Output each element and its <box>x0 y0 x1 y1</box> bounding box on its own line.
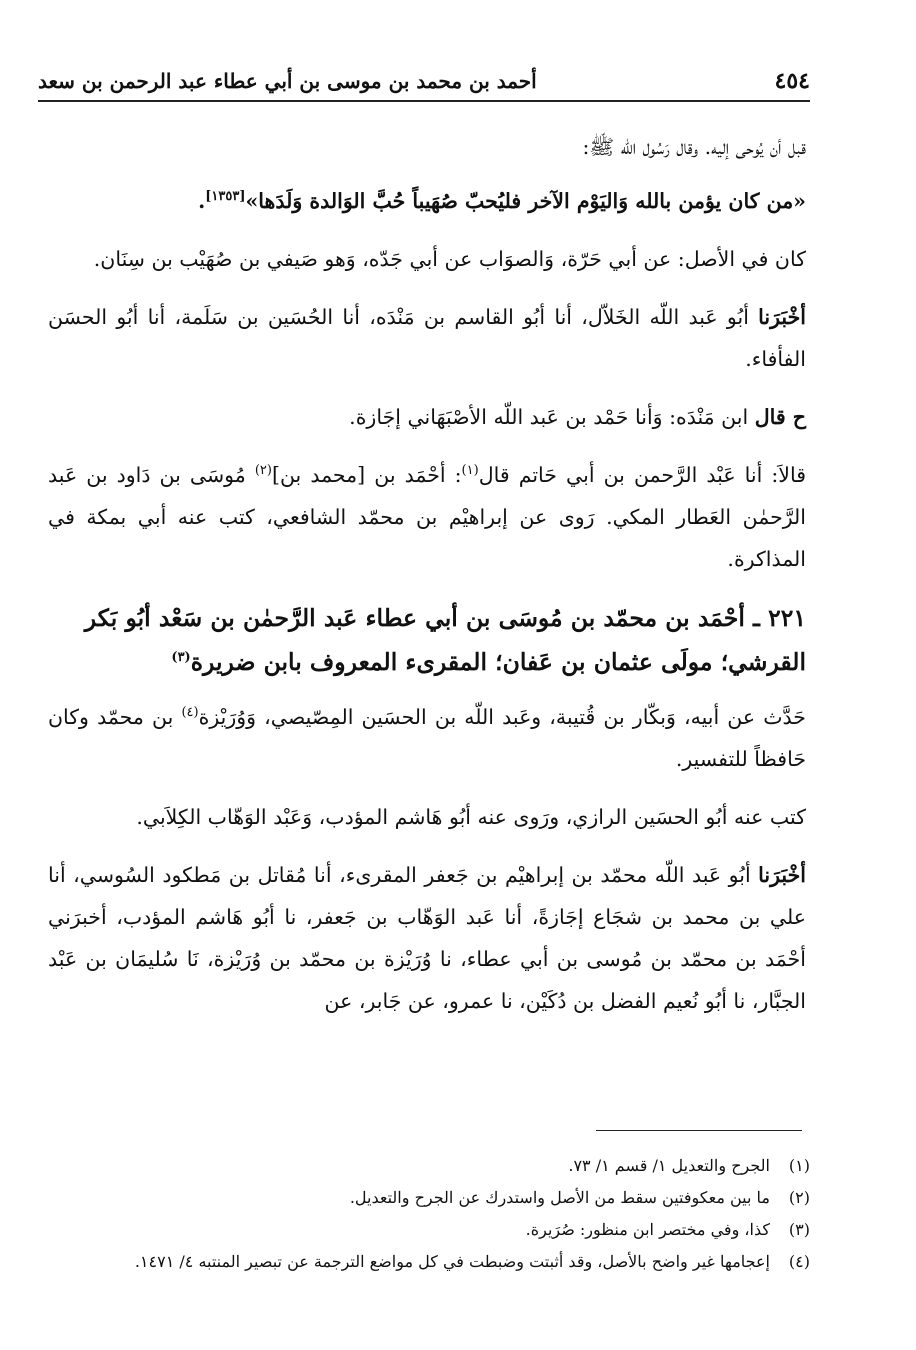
entry-title: ٢٢١ ـ أحْمَد بن محمّد بن مُوسَى بن أبي عطاء عَبد الرَّحمٰن بن سَعْد أبُو بَكر القرشي؛ مولَى عثمان بن عَفان؛ المقرىء المعروف بابن ضريرة <box>84 604 806 676</box>
isnad-paragraph <box>48 396 806 438</box>
text-segment: حَدَّث عن أبيه، وَبكّار بن قُتيبة، وعَبد اللّه بن الحسَين المِصّيصي، وَوُرَيْزة <box>198 705 806 729</box>
footnote-text: ما بين معكوفتين سقط من الأصل واستدرك عن الجرح والتعديل. <box>349 1188 770 1207</box>
paragraph-text: أبُو عَبد اللّه الخَلاّل، أنا أبُو القاسم بن مَنْدَه، أنا الحُسَين بن سَلَمة، أنا أبُو الحسَن الفأفاء. <box>48 305 806 371</box>
footnote-divider <box>596 1130 802 1131</box>
text-segment: قالاَ: أنا عَبْد الرَّحمن بن أبي حَاتم قال <box>478 463 806 487</box>
paragraph <box>48 696 806 780</box>
footnote-text: إعجامها غير واضح بالأصل، وقد أثبتت وضبطت في كل مواضع الترجمة عن تبصير المنتبه ٤/ ١٤٧١. <box>134 1252 770 1271</box>
paragraph <box>48 454 806 580</box>
footnote <box>60 1182 810 1214</box>
isnad-paragraph <box>48 296 806 380</box>
footnote-text: كذا، وفي مختصر ابن منظور: صُرَيرة. <box>525 1220 770 1239</box>
quote-text: «من كان يؤمن بالله وَاليَوْم الآخر فليُحبّ صُهَيباً حُبَّ الوَالدة وَلَدَها» <box>245 189 806 213</box>
footnote <box>60 1214 810 1246</box>
page-header <box>38 62 810 102</box>
paragraph: كان في الأصل: عن أبي حَرّة، وَالصوَاب عن أبي جَدّه، وَهو صَيفي بن صُهَيْب بن سِنَان. <box>93 247 806 271</box>
footnote-marker: (١) <box>788 1156 810 1175</box>
paragraph-text: ابن مَنْدَه: وَأنا حَمْد بن عَبد اللّه الأصْبَهَاني إجَازة. <box>349 405 755 429</box>
footnote-ref: (٢) <box>254 463 272 479</box>
paragraph-lead: أخْبَرَنا <box>758 863 806 887</box>
main-text <box>48 126 806 1038</box>
footnote <box>60 1246 810 1278</box>
footnote-text: الجرح والتعديل ١/ قسم ١/ ٧٣. <box>568 1156 770 1175</box>
text-segment: : أحْمَد بن [محمد بن] <box>271 463 462 487</box>
paragraph-text: أبُو عَبد اللّه محمّد بن إبراهيْم بن جَعفر المقرىء، أنا مُقاتل بن مَطكود السُوسي، أنا علي بن محمد بن شجَاع إجَازةً، أنا عَبد الوَهّاب بن جَعفر، نا أبُو هَاشم المؤدب، أخبرَني أحْمَد بن محمّد بن مُوسى بن أبي عطاء، نا وُرَيْزة بن محمّد بن وُرَيْزة، نَا سُليمَان بن عَبْد الجبَّار، نا أبُو نُعيم الفضل بن دُكَيْن، نا عمرو، عن جَابر، عن <box>48 863 806 1013</box>
running-title: أحمد بن محمد بن موسى بن أبي عطاء عبد الرحمن بن سعد <box>38 69 537 93</box>
footnote <box>60 1150 810 1182</box>
paragraph: قبل أن يُوحى إليه. وقال رَسُول الله ﷺ: <box>582 135 806 159</box>
isnad-paragraph <box>48 854 806 1022</box>
footnote-ref: (١) <box>461 463 479 479</box>
page-number: ٤٥٤ <box>774 68 810 94</box>
footnote-marker: (٢) <box>788 1188 810 1207</box>
footnote-marker: (٣) <box>788 1220 810 1239</box>
hadith-quote <box>48 180 806 222</box>
paragraph-lead: أخْبَرَنا <box>758 305 806 329</box>
text-segment: بن محمّد وكان حَافظاً للتفسير. <box>48 705 806 771</box>
paragraph: كتب عنه أبُو الحسَين الرازي، ورَوى عنه أبُو هَاشم المؤدب، وَعَبْد الوَهّاب الكِلاَبي. <box>136 805 806 829</box>
hadith-reference-number: [١٣٥٣] <box>205 189 246 205</box>
footnotes <box>60 1150 810 1278</box>
footnote-marker: (٤) <box>788 1252 810 1271</box>
footnote-ref: (٤) <box>181 705 199 721</box>
quote-end: . <box>198 189 206 213</box>
entry-heading <box>48 596 806 684</box>
paragraph-lead: ح قال <box>754 405 806 429</box>
text-segment: مُوسَى بن دَاود بن عَبد الرَّحمٰن العَطار المكي. رَوى عن إبراهيْم بن محمّد الشافعي، كتب عنه أبي بمكة في المذاكرة. <box>48 463 806 571</box>
footnote-ref: (٣) <box>171 650 191 666</box>
